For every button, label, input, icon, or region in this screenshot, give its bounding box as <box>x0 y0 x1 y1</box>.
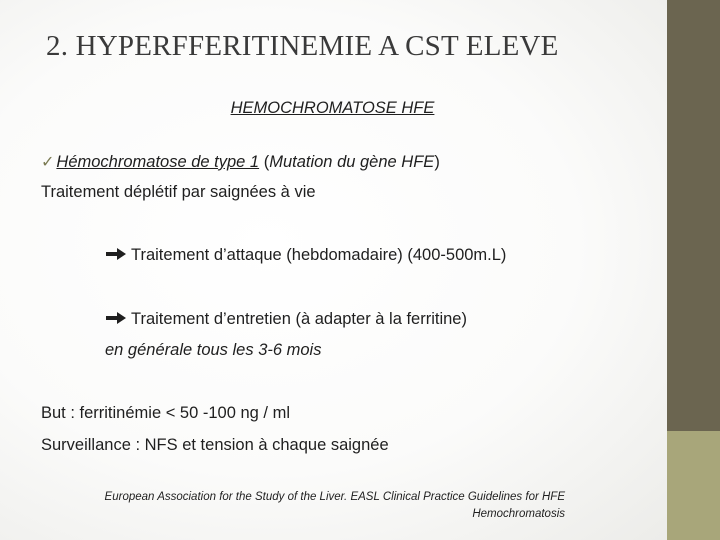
bullet-type1-line <box>41 152 440 172</box>
right-arrow-icon <box>105 247 127 261</box>
frequency-line: en générale tous les 3-6 mois <box>105 341 322 359</box>
slide-title: 2. HYPERFFERITINEMIE A CST ELEVE <box>46 30 559 62</box>
sidebar-dark-band <box>667 0 720 431</box>
monitoring-line: Surveillance : NFS et tension à chaque saignée <box>41 436 389 454</box>
reference-line-2: Hemochromatosis <box>472 508 565 520</box>
type1-paren-open: ( <box>259 153 270 171</box>
treatment-line: Traitement déplétif par saignées à vie <box>41 183 316 201</box>
type1-link[interactable]: Hémochromatose de type 1 <box>56 153 260 171</box>
maintenance-treatment-text: Traitement d’entretien (à adapter à la ferritine) <box>131 310 467 328</box>
type1-mutation: Mutation du gène HFE <box>269 153 435 171</box>
attack-treatment-text: Traitement d’attaque (hebdomadaire) (400-500m.L) <box>131 246 507 264</box>
goal-line: But : ferritinémie < 50 -100 ng / ml <box>41 404 290 422</box>
sidebar-light-band <box>667 431 720 540</box>
checkmark-icon: ✓ <box>41 154 55 171</box>
right-arrow-icon <box>105 311 127 325</box>
type1-paren-close: ) <box>434 153 440 171</box>
reference-line-1: European Association for the Study of the Liver. EASL Clinical Practice Guidelines for HFE <box>104 491 565 503</box>
subtitle-text: HEMOCHROMATOSE HFE <box>230 99 435 117</box>
decorative-sidebar <box>667 0 720 540</box>
attack-treatment-line <box>105 246 506 265</box>
maintenance-treatment-line <box>105 310 467 329</box>
slide-subtitle <box>0 99 667 118</box>
reference-citation <box>0 489 565 523</box>
